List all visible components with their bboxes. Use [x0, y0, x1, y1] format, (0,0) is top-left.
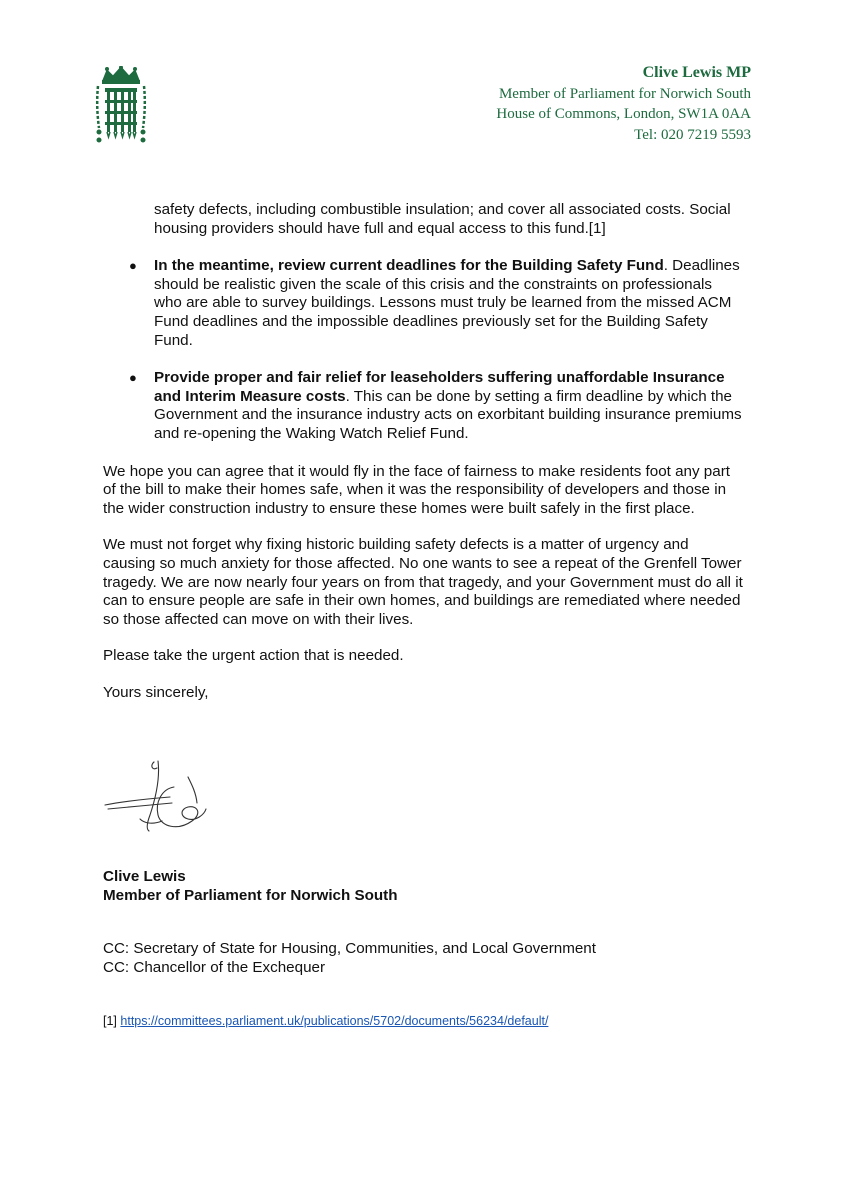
- bullet-item: [129, 257, 743, 350]
- bullet-dot-icon: ●: [129, 258, 137, 274]
- bullet-item: [129, 369, 743, 443]
- bullet-heading: Provide proper and fair relief for leaseholders suffering unaffordable Insurance and Interim Measure costs: [154, 369, 725, 405]
- bullet-text: . Deadlines should be realistic given the scale of this crisis and the constraints on professionals who are able to survey buildings. Lessons must truly be learned from the missed ACM Fund deadlines and the impossible deadlines previously set for the Building Safety Fund.: [154, 257, 740, 349]
- signature-image: [100, 757, 215, 842]
- paragraph-fairness: We hope you can agree that it would fly in the face of fairness to make residents foot any part of the bill to make their homes safe, when it was the responsibility of developers and those in the wider construction industry to ensure these homes were built safely in the first place.: [103, 462, 730, 517]
- letterhead: [496, 63, 751, 145]
- footnote-marker: [1]: [103, 1014, 117, 1028]
- portcullis-icon: [95, 66, 147, 146]
- mp-name: Clive Lewis MP: [642, 64, 751, 81]
- mp-role: Member of Parliament for Norwich South: [498, 85, 751, 102]
- mp-address: House of Commons, London, SW1A 0AA: [496, 106, 751, 122]
- bullet-dot-icon: ●: [129, 370, 137, 386]
- signoff: [103, 867, 398, 905]
- paragraph-urgency: We must not forget why fixing historic building safety defects is a matter of urgency and causing so much anxiety for those affected. No one wants to see a repeat of the Grenfell Tower tragedy. We are now nearly four years on from that tragedy, and your Government must do all it can to ensure people are safe in their own homes, and buildings are remediated where needed so those affected can move on with their lives.: [103, 536, 743, 628]
- bullet-continuation: safety defects, including combustible insulation; and cover all associated costs. Social housing providers should have full and equal access to this fund.[1]: [154, 201, 731, 237]
- cc-item: CC: Chancellor of the Exchequer: [103, 959, 326, 976]
- footnote: [103, 1014, 548, 1028]
- bullet-text: . This can be done by setting a firm deadline by which the Government and the insurance industry acts on exorbitant building insurance premiums and re-opening the Waking Watch Relief Fund.: [154, 387, 742, 442]
- cc-list: [103, 939, 596, 977]
- mp-telephone: Tel: 020 7219 5593: [634, 126, 751, 143]
- signoff-role: Member of Parliament for Norwich South: [103, 887, 398, 904]
- footnote-link[interactable]: https://committees.parliament.uk/publications/5702/documents/56234/default/: [120, 1014, 549, 1028]
- closing-salutation: Yours sincerely,: [103, 683, 209, 701]
- paragraph-action: Please take the urgent action that is needed.: [103, 647, 404, 665]
- letter-body: [103, 201, 743, 702]
- cc-item: CC: Secretary of State for Housing, Communities, and Local Government: [103, 940, 596, 957]
- signoff-name: Clive Lewis: [103, 868, 186, 885]
- bullet-heading: In the meantime, review current deadlines for the Building Safety Fund: [154, 257, 664, 275]
